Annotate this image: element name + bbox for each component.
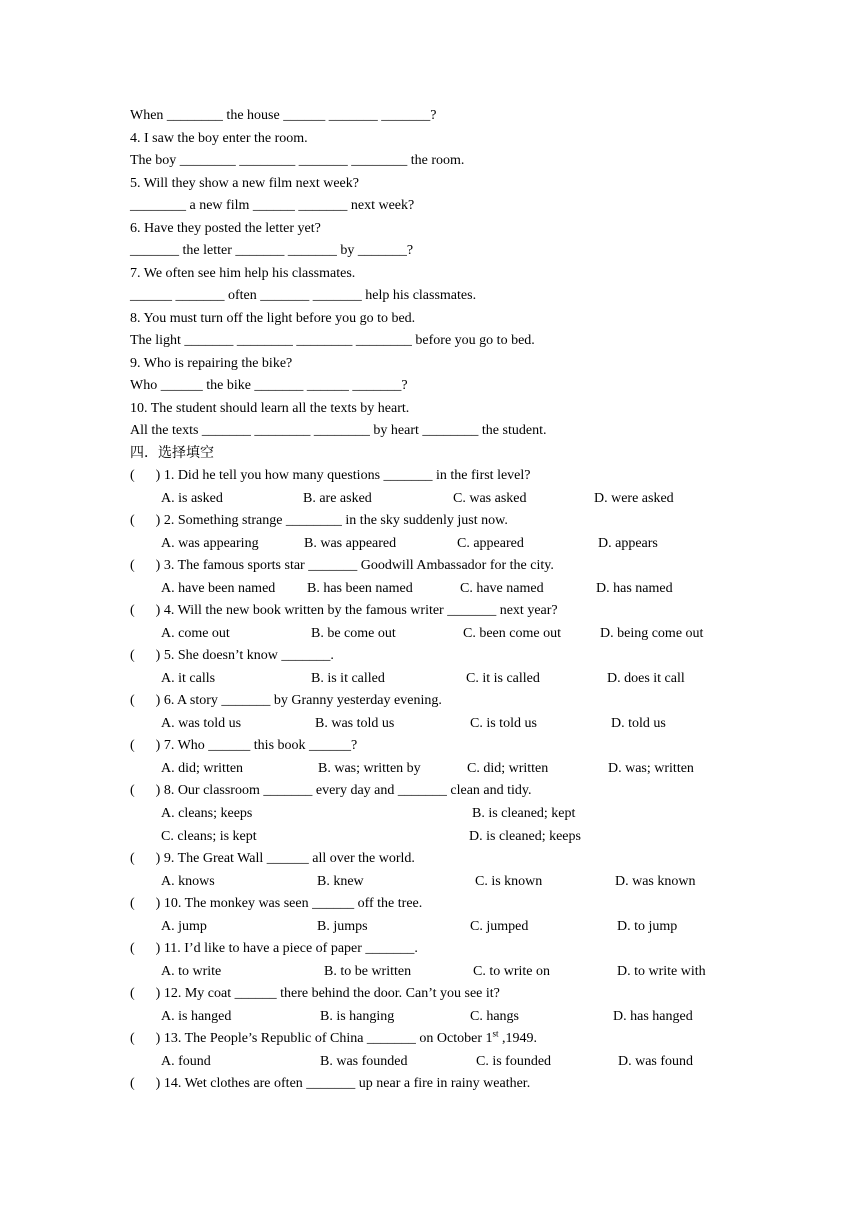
- ordinal-suffix: st: [492, 1028, 499, 1039]
- question-stem: ( ) 6. A story _______ by Granny yesterday evening.: [130, 693, 442, 708]
- option-c: C. is founded: [476, 1054, 552, 1069]
- option-c: C. is told us: [470, 716, 537, 731]
- option-a: A. did; written: [161, 761, 244, 776]
- question-stem: ( ) 11. I’d like to have a piece of paper _______.: [130, 941, 418, 956]
- rewrite-line: 7. We often see him help his classmates.: [130, 266, 356, 281]
- option-d: D. to jump: [617, 919, 678, 934]
- option-c: C. cleans; is kept: [161, 829, 257, 844]
- option-d: D. has hanged: [613, 1009, 693, 1024]
- option-a: A. knows: [161, 874, 215, 889]
- rewrite-line: 8. You must turn off the light before you go to bed.: [130, 311, 416, 326]
- option-c: C. was asked: [453, 491, 527, 506]
- rewrite-line: ________ a new film ______ _______ next week?: [130, 198, 415, 213]
- option-c: C. jumped: [470, 919, 529, 934]
- rewrite-line: 5. Will they show a new film next week?: [130, 176, 359, 191]
- question-stem: ( ) 10. The monkey was seen ______ off the tree.: [130, 896, 423, 911]
- rewrite-line: The boy ________ ________ _______ ________ the room.: [130, 153, 465, 168]
- rewrite-line: 10. The student should learn all the texts by heart.: [130, 401, 410, 416]
- option-a: A. jump: [161, 919, 207, 934]
- option-d: D. was known: [615, 874, 696, 889]
- option-a: A. have been named: [161, 581, 276, 596]
- option-b: B. are asked: [303, 491, 372, 506]
- option-d: D. was found: [618, 1054, 694, 1069]
- question-stem: ( ) 5. She doesn’t know _______.: [130, 648, 334, 663]
- option-a: A. is hanged: [161, 1009, 232, 1024]
- option-a: A. found: [161, 1054, 211, 1069]
- option-b: B. jumps: [317, 919, 368, 934]
- option-d: D. being come out: [600, 626, 704, 641]
- option-a: A. was told us: [161, 716, 242, 731]
- option-b: B. was; written by: [318, 761, 421, 776]
- question-stem: ( ) 4. Will the new book written by the famous writer _______ next year?: [130, 603, 558, 618]
- option-b: B. was appeared: [304, 536, 397, 551]
- option-a: A. to write: [161, 964, 222, 979]
- stem-text: ( ) 13. The People’s Republic of China _______ on October 1: [130, 1031, 493, 1046]
- question-stem: ( ) 1. Did he tell you how many questions _______ in the first level?: [130, 468, 531, 483]
- rewrite-line: The light _______ ________ ________ ________ before you go to bed.: [130, 333, 535, 348]
- option-a: A. was appearing: [161, 536, 259, 551]
- option-d: D. were asked: [594, 491, 674, 506]
- option-c: C. is known: [475, 874, 543, 889]
- option-d: D. appears: [598, 536, 658, 551]
- option-b: B. be come out: [311, 626, 396, 641]
- option-b: B. is it called: [311, 671, 385, 686]
- option-d: D. is cleaned; keeps: [469, 829, 581, 844]
- option-c: C. it is called: [466, 671, 540, 686]
- question-stem: ( ) 7. Who ______ this book ______?: [130, 738, 358, 753]
- option-d: D. was; written: [608, 761, 694, 776]
- option-b: B. was founded: [320, 1054, 408, 1069]
- option-b: B. is hanging: [320, 1009, 395, 1024]
- rewrite-line: _______ the letter _______ _______ by _______?: [130, 243, 414, 258]
- option-c: C. did; written: [467, 761, 549, 776]
- question-stem: ( ) 2. Something strange ________ in the sky suddenly just now.: [130, 513, 508, 528]
- question-stem: ( ) 14. Wet clothes are often _______ up near a fire in rainy weather.: [130, 1076, 531, 1091]
- rewrite-line: Who ______ the bike _______ ______ _______?: [130, 378, 408, 393]
- option-a: A. cleans; keeps: [161, 806, 253, 821]
- option-b: B. is cleaned; kept: [472, 806, 576, 821]
- question-stem: ( ) 8. Our classroom _______ every day and _______ clean and tidy.: [130, 783, 532, 798]
- option-d: D. has named: [596, 581, 673, 596]
- option-b: B. was told us: [315, 716, 395, 731]
- option-d: D. to write with: [617, 964, 706, 979]
- option-a: A. it calls: [161, 671, 216, 686]
- option-c: C. been come out: [463, 626, 561, 641]
- option-b: B. knew: [317, 874, 364, 889]
- question-stem: ( ) 3. The famous sports star _______ Goodwill Ambassador for the city.: [130, 558, 554, 573]
- option-d: D. told us: [611, 716, 666, 731]
- rewrite-line: ______ _______ often _______ _______ help his classmates.: [130, 288, 477, 303]
- stem-text: ,1949.: [498, 1031, 538, 1046]
- option-c: C. hangs: [470, 1009, 519, 1024]
- option-d: D. does it call: [607, 671, 685, 686]
- option-c: C. have named: [460, 581, 544, 596]
- rewrite-line: When ________ the house ______ _______ _______?: [130, 108, 437, 123]
- option-a: A. is asked: [161, 491, 223, 506]
- rewrite-line: All the texts _______ ________ ________ by heart ________ the student.: [130, 423, 547, 438]
- rewrite-line: 9. Who is repairing the bike?: [130, 356, 293, 371]
- rewrite-line: 4. I saw the boy enter the room.: [130, 131, 308, 146]
- option-b: B. has been named: [307, 581, 413, 596]
- question-stem: ( ) 12. My coat ______ there behind the door. Can’t you see it?: [130, 986, 500, 1001]
- option-c: C. to write on: [473, 964, 550, 979]
- question-stem: ( ) 9. The Great Wall ______ all over the world.: [130, 851, 415, 866]
- option-b: B. to be written: [324, 964, 412, 979]
- option-c: C. appeared: [457, 536, 524, 551]
- option-a: A. come out: [161, 626, 230, 641]
- rewrite-line: 6. Have they posted the letter yet?: [130, 221, 321, 236]
- question-stem: [130, 1030, 537, 1048]
- section-title: 四．选择填空: [130, 446, 214, 461]
